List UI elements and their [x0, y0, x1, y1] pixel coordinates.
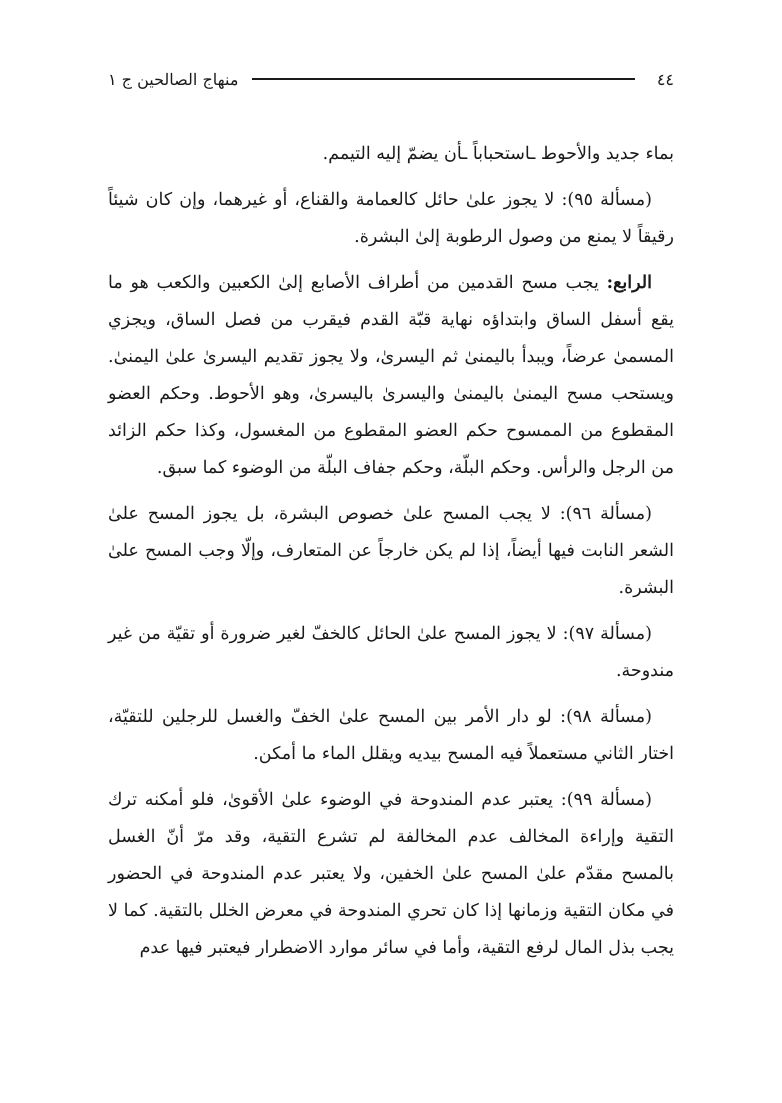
paragraph-issue-97: (مسألة ٩٧): لا يجوز المسح علىٰ الحائل كالخفّ لغير ضرورة أو تقيّة من غير مندوحة.	[108, 624, 674, 681]
page-header	[108, 64, 674, 94]
page-number: ٤٤	[656, 69, 674, 89]
paragraph-issue-95: (مسألة ٩٥): لا يجوز علىٰ حائل كالعمامة والقناع، أو غيرهما، وإن كان شيئاً رقيقاً لا يمنع من وصول الرطوبة إلىٰ البشرة.	[108, 190, 674, 247]
paragraph-continuation: بماء جديد والأحوط ـاستحباباً ـأن يضمّ إليه التيمم.	[322, 144, 674, 164]
paragraph-fourth	[108, 265, 674, 487]
page-body	[108, 136, 674, 967]
paragraph-lead-word: الرابع:	[606, 273, 652, 293]
paragraph-issue-98: (مسألة ٩٨): لو دار الأمر بين المسح علىٰ الخفّ والغسل للرجلين للتقيّة، اختار الثاني مستعملاً فيه المسح بيديه ويقلل الماء ما أمكن.	[108, 707, 674, 764]
book-page	[108, 64, 674, 967]
paragraph-issue-99: (مسألة ٩٩): يعتبر عدم المندوحة في الوضوء علىٰ الأقوىٰ، فلو أمكنه ترك التقية وإراءة المخالف عدم المخالفة لم تشرع التقية، وقد مرّ أنّ الغسل بالمسح مقدّم علىٰ المسح علىٰ الخفين، ولا يعتبر عدم المندوحة في الحضور في مكان التقية وزمانها إذا كان تحري المندوحة في معرض الخلل بالتقية. كما لا يجب بذل المال لرفع التقية، وأما في سائر موارد الاضطرار فيعتبر فيها عدم	[108, 790, 674, 958]
header-rule	[252, 78, 634, 80]
book-title: منهاج الصالحين ج ١	[108, 69, 239, 89]
paragraph-fourth-text: يجب مسح القدمين من أطراف الأصابع إلىٰ الكعبين والكعب هو ما يقع أسفل الساق وابتداؤه نهاية قبّة القدم فيقرب من فصل الساق، ويجزي المسمىٰ عرضاً، ويبدأ باليمنىٰ ثم اليسرىٰ، ولا يجوز تقديم اليسرىٰ علىٰ اليمنىٰ. ويستحب مسح اليمنىٰ باليمنىٰ واليسرىٰ باليسرىٰ، وهو الأحوط. وحكم العضو المقطوع من الممسوح حكم العضو المقطوع من المغسول، وكذا حكم الزائد من الرجل والرأس. وحكم البلّة، وحكم جفاف البلّة من الوضوء كما سبق.	[108, 273, 674, 478]
paragraph-issue-96: (مسألة ٩٦): لا يجب المسح علىٰ خصوص البشرة، بل يجوز المسح علىٰ الشعر النابت فيها أيضاً، إذا لم يكن خارجاً عن المتعارف، وإلّا وجب المسح علىٰ البشرة.	[108, 504, 674, 598]
